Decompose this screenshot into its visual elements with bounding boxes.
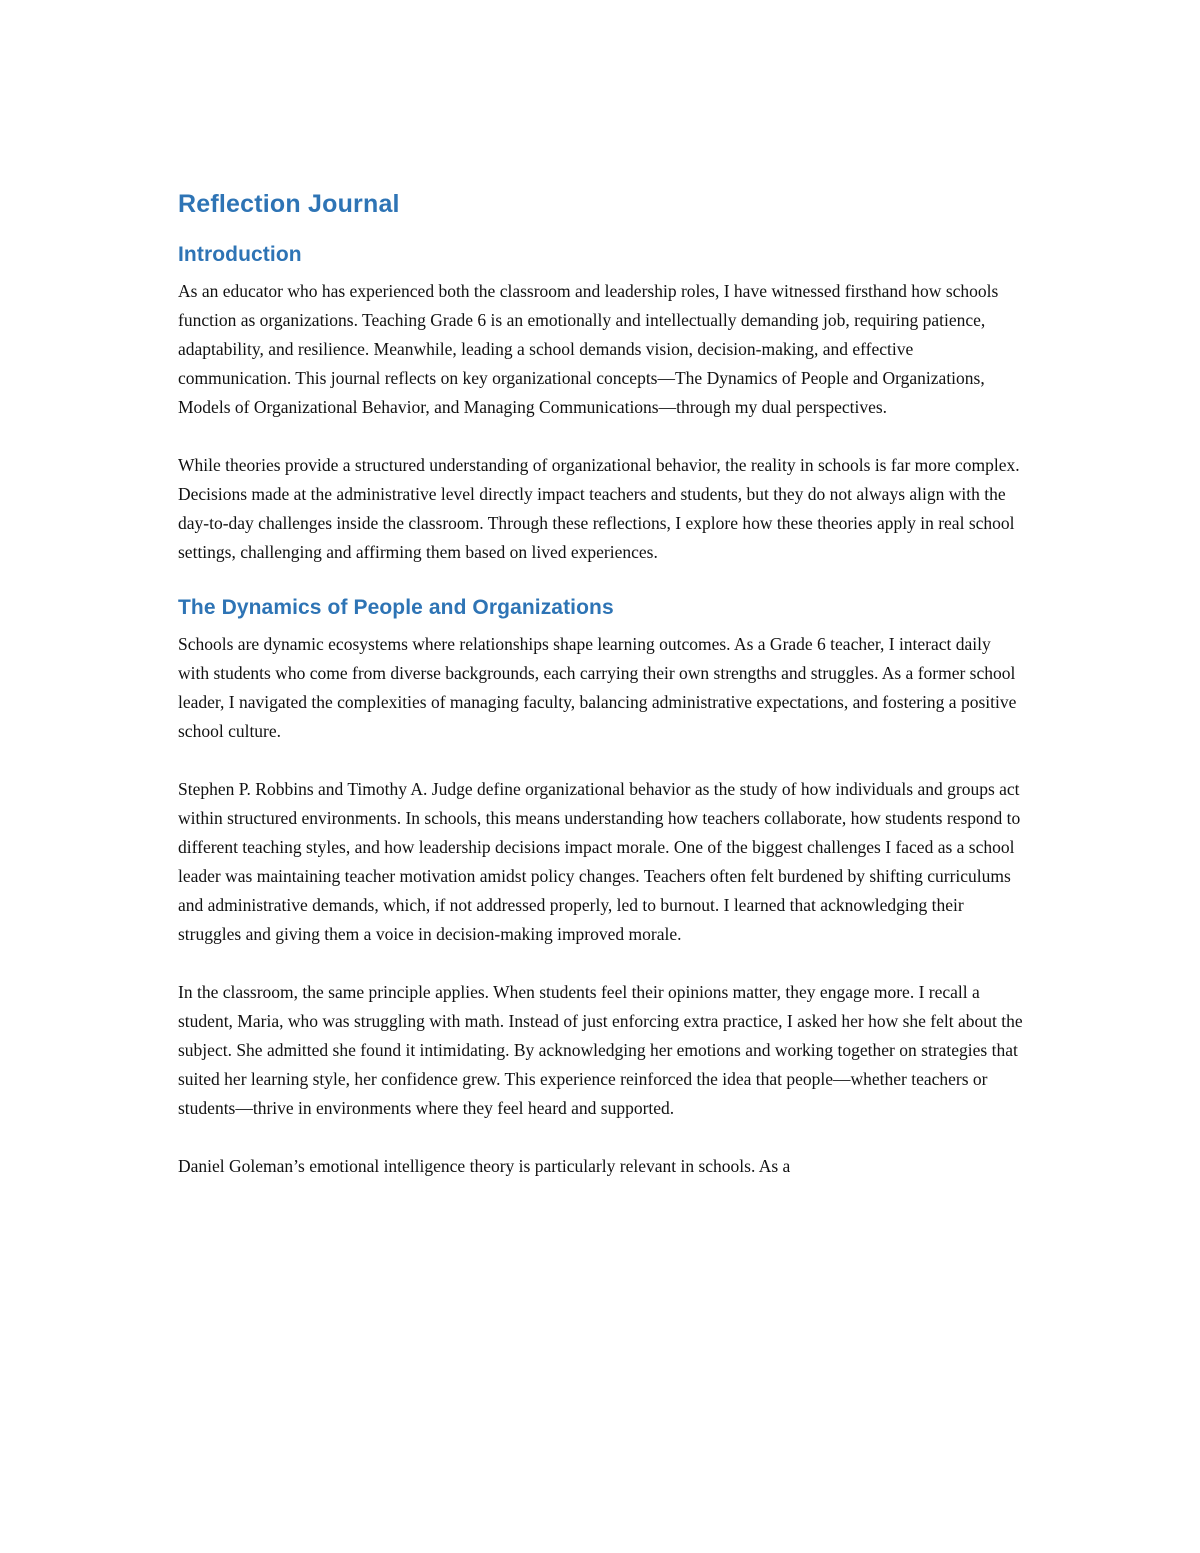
- paragraph-dynamics-3: In the classroom, the same principle applies. When students feel their opinions matter, they engage more. I recall a student, Maria, who was struggling with math. Instead of just enforcing extra practice, I asked her how she felt about the subject. She admitted she found it intimidating. By acknowledging her emotions and working together on strategies that suited her learning style, her confidence grew. This experience reinforced the idea that people—whether teachers or students—thrive in environments where they feel heard and supported.: [178, 982, 1023, 1118]
- paragraph-dynamics-1: Schools are dynamic ecosystems where relationships shape learning outcomes. As a Grade 6 teacher, I interact daily with students who come from diverse backgrounds, each carrying their own strengths and struggles. As a former school leader, I navigated the complexities of managing faculty, balancing administrative expectations, and fostering a positive school culture.: [178, 634, 1017, 741]
- document-content: [178, 190, 1023, 1210]
- paragraph-dynamics-4: Daniel Goleman’s emotional intelligence theory is particularly relevant in schools. As a: [178, 1156, 791, 1176]
- paragraph-dynamics-2: Stephen P. Robbins and Timothy A. Judge define organizational behavior as the study of how individuals and groups act within structured environments. In schools, this means understanding how teachers collaborate, how students respond to different teaching styles, and how leadership decisions impact morale. One of the biggest challenges I faced as a school leader was maintaining teacher motivation amidst policy changes. Teachers often felt burdened by shifting curriculums and administrative demands, which, if not addressed properly, led to burnout. I learned that acknowledging their struggles and giving them a voice in decision-making improved morale.: [178, 779, 1021, 944]
- paragraph-intro-1: As an educator who has experienced both the classroom and leadership roles, I have witnessed firsthand how schools function as organizations. Teaching Grade 6 is an emotionally and intellectually demanding job, requiring patience, adaptability, and resilience. Meanwhile, leading a school demands vision, decision-making, and effective communication. This journal reflects on key organizational concepts—The Dynamics of People and Organizations, Models of Organizational Behavior, and Managing Communications—through my dual perspectives.: [178, 281, 999, 417]
- document-title: Reflection Journal: [178, 190, 400, 218]
- section-heading-introduction: Introduction: [178, 243, 302, 266]
- section-heading-dynamics: The Dynamics of People and Organizations: [178, 596, 614, 619]
- paragraph-intro-2: While theories provide a structured understanding of organizational behavior, the reality in schools is far more complex. Decisions made at the administrative level directly impact teachers and students, but they do not always align with the day-to-day challenges inside the classroom. Through these reflections, I explore how these theories apply in real school settings, challenging and affirming them based on lived experiences.: [178, 455, 1020, 562]
